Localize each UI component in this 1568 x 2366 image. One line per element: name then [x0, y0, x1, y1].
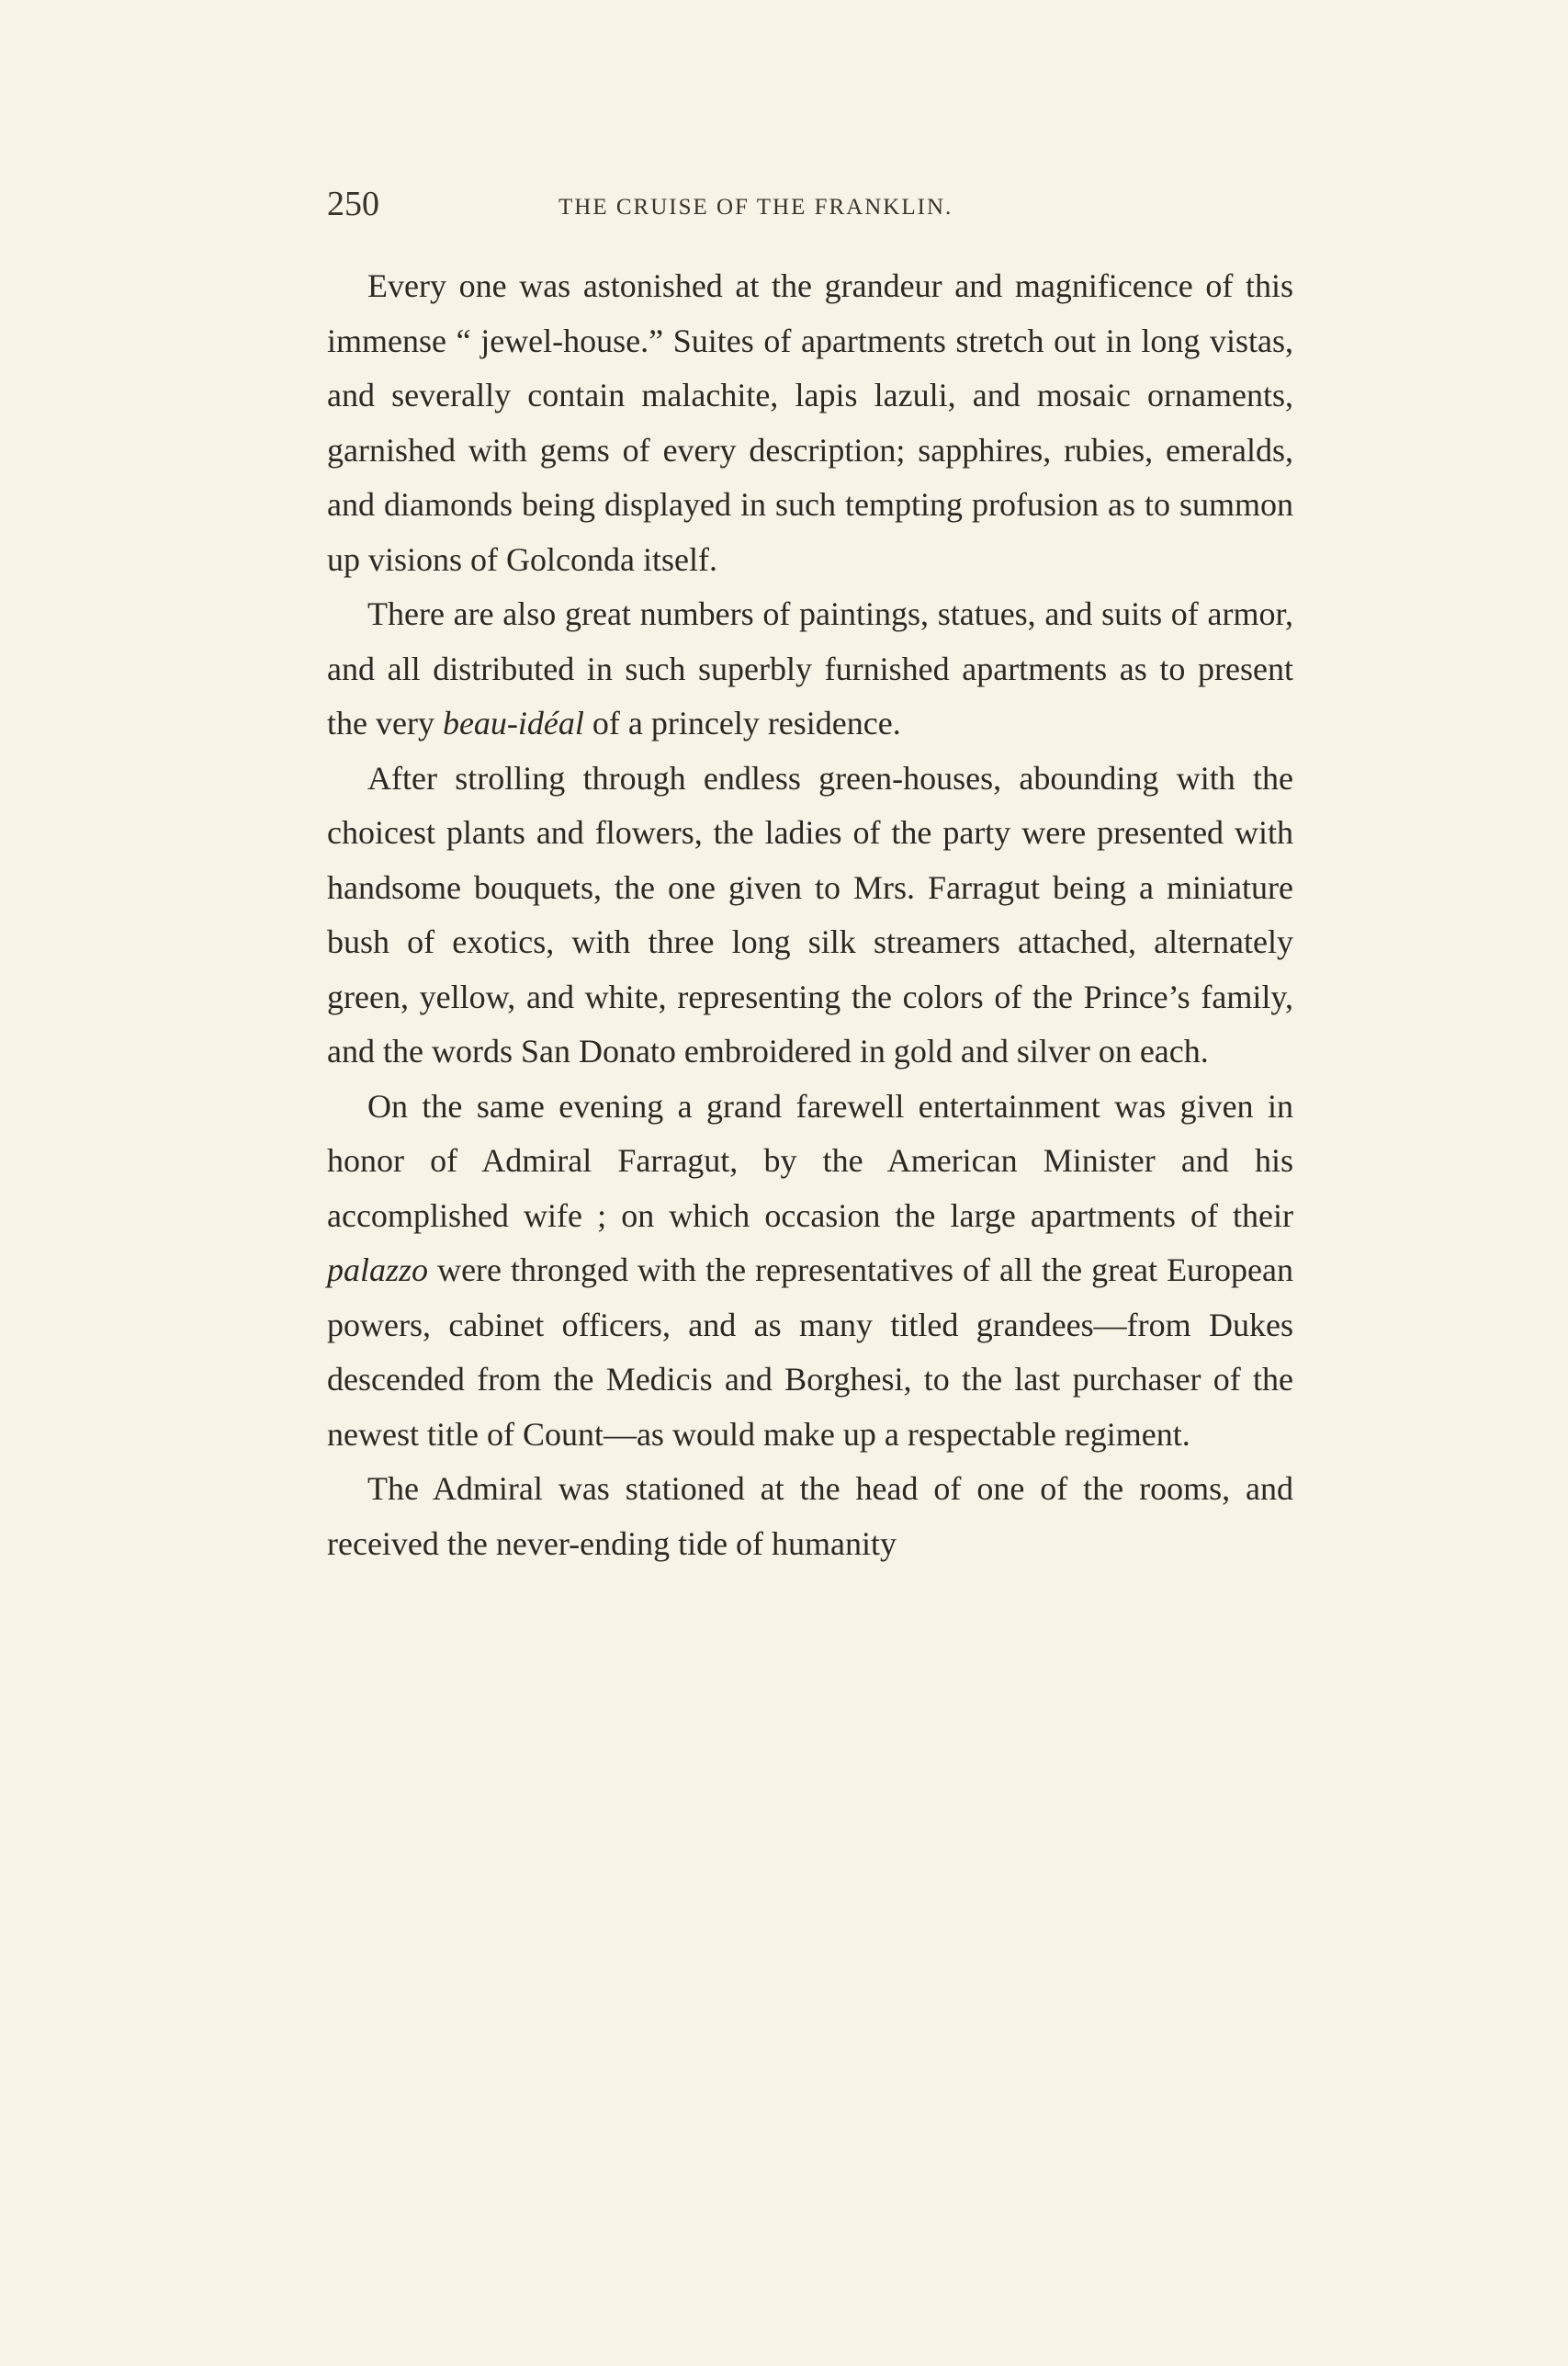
paragraph-text: There are also great numbers of paintings, statues, and suits of armor, and all distributed in such superbly furnished apartments as to present the very — [327, 595, 1293, 741]
paragraph-text: were thronged with the representatives of all the great European powers, cabinet officers, and as many titled grandees—from Dukes descended from the Medicis and Borghesi, to the last purchaser of the newest title of Count—as would make up a respectable regiment. — [327, 1251, 1293, 1453]
italic-phrase: beau-idéal — [442, 705, 584, 741]
page-number: 250 — [327, 185, 379, 223]
running-head — [327, 184, 1292, 230]
paragraph-admiral-stationed: The Admiral was stationed at the head of one of the rooms, and received the never-ending tide of humanity — [327, 1470, 1293, 1562]
italic-phrase: palazzo — [327, 1251, 429, 1288]
paragraph-green-houses: After strolling through endless green-houses, abounding with the choicest plants and flowers, the ladies of the party were presented with handsome bouquets, the one given to Mrs. Farragut being a miniature bush of exotics, with three long silk streamers attached, alternately green, yellow, and white, representing the colors of the Prince’s family, and the words San Donato embroidered in gold and silver on each. — [327, 759, 1293, 1070]
paragraph-text: of a princely residence. — [583, 705, 901, 741]
paragraph-text: On the same evening a grand farewell entertainment was given in honor of Admiral Farragut, by the American Minister and his accomplished wife ; on which occasion the large apartments of their — [327, 1087, 1293, 1234]
running-title: THE CRUISE OF THE FRANKLIN. — [558, 195, 953, 220]
paragraph-paintings-statues — [327, 587, 1293, 752]
body-text — [327, 259, 1293, 1571]
paragraph-jewel-house: Every one was astonished at the grandeur and magnificence of this immense “ jewel-house.” Suites of apartments stretch out in long vistas, and severally contain malachite, lapis lazuli, and mosaic ornaments, garnished with gems of every description; sapphires, rubies, emeralds, and diamonds being displayed in such tempting profusion as to summon up visions of Golconda itself. — [327, 267, 1293, 578]
paragraph-farewell-entertainment — [327, 1080, 1293, 1463]
